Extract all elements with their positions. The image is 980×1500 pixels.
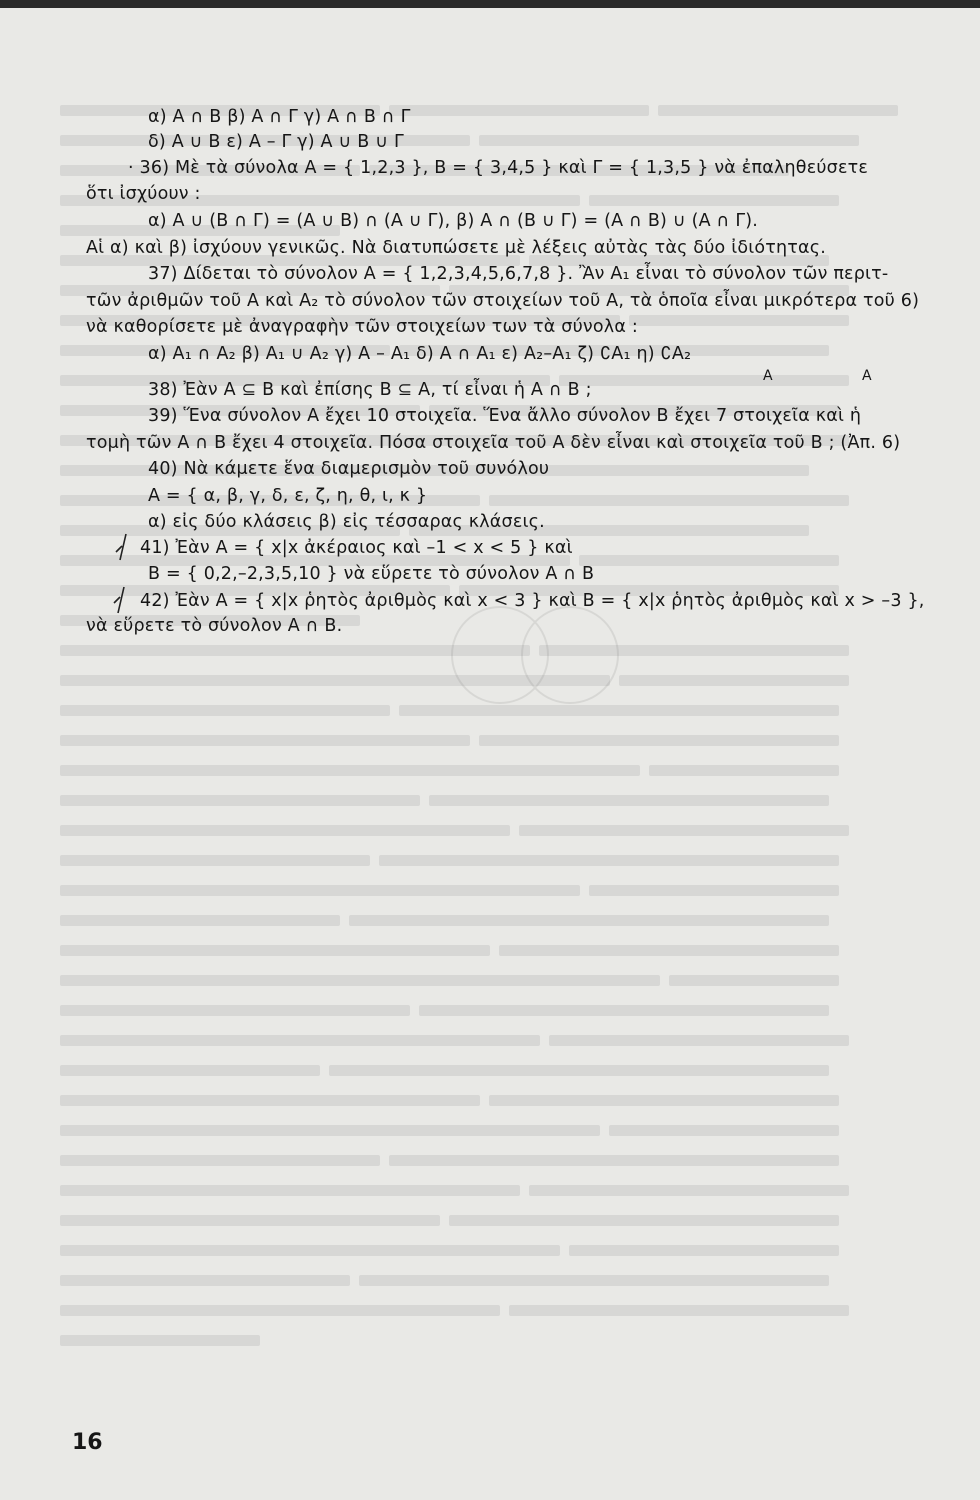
exercise-41-line-2: Β = { 0,2,–2,3,5,10 } νὰ εὕρετε τὸ σύνολον Α ∩ Β [148, 564, 595, 584]
handwritten-tick-mark-2 [110, 585, 134, 621]
exercise-37-line-2: τῶν ἀριθμῶν τοῦ Α καὶ Α₂ τὸ σύνολον τῶν στοιχείων τοῦ Α, τὰ ὁποῖα εἶναι μικρότερα τοῦ 6) [86, 291, 920, 311]
exercise-36-identities: α) Α ∪ (Β ∩ Γ) = (Α ∪ Β) ∩ (Α ∪ Γ), β) Α ∩ (Β ∪ Γ) = (Α ∩ Β) ∪ (Α ∩ Γ). [148, 211, 759, 231]
exercise-42-line-1: 42) Ἐὰν Α = { x|x ῥητὸς ἀριθμὸς καὶ x < 3 } καὶ Β = { x|x ῥητὸς ἀριθμὸς καὶ x > –3 }, [140, 591, 925, 611]
exercise-39-line-1: 39) Ἕνα σύνολον Α ἔχει 10 στοιχεῖα. Ἕνα ἄλλο σύνολον Β ἔχει 7 στοιχεῖα καὶ ἡ [148, 406, 862, 426]
exercise-36-line-1: · 36) Μὲ τὰ σύνολα Α = { 1,2,3 }, Β = { 3,4,5 } καὶ Γ = { 1,3,5 } νὰ ἐπαληθεύσετε [128, 158, 869, 178]
handwritten-tick-mark [112, 530, 136, 566]
complement-subscript-2: Α [862, 368, 872, 384]
exercise-38: 38) Ἐὰν Α ⊆ Β καὶ ἐπίσης Β ⊆ Α, τί εἶναι ἡ Α ∩ Β ; [148, 380, 592, 400]
exercise-40-line-1: 40) Νὰ κάμετε ἕνα διαμερισμὸν τοῦ συνόλου [148, 459, 550, 479]
exercise-40-parts: α) εἰς δύο κλάσεις β) εἰς τέσσαρας κλάσεις. [148, 512, 545, 532]
exercise-41-line-1: 41) Ἐὰν Α = { x|x ἀκέραιος καὶ –1 < x < 5 } καὶ [140, 538, 573, 558]
page-top-edge [0, 0, 980, 8]
complement-subscript-1: Α [763, 368, 773, 384]
exercise-36-line-3: Αἱ α) καὶ β) ἰσχύουν γενικῶς. Νὰ διατυπώσετε μὲ λέξεις αὐτὰς τὰς δύο ἰδιότητας. [86, 238, 826, 258]
exercise-37-parts: α) Α₁ ∩ Α₂ β) Α₁ ∪ Α₂ γ) Α – Α₁ δ) Α ∩ Α₁ ε) Α₂–Α₁ ζ) ∁Α₁ η) ∁Α₂ [148, 344, 692, 364]
exercise-36-line-2: ὅτι ἰσχύουν : [86, 184, 201, 204]
exercise-35-line-2: δ) Α ∪ Β ε) Α – Γ γ) Α ∪ Β ∪ Γ [148, 132, 404, 152]
page-number: 16 [72, 1430, 103, 1455]
exercise-42-line-2: νὰ εὕρετε τὸ σύνολον Α ∩ Β. [86, 616, 343, 636]
exercise-35-line-1: α) Α ∩ Β β) Α ∩ Γ γ) Α ∩ Β ∩ Γ [148, 107, 411, 127]
exercise-39-line-2: τομὴ τῶν Α ∩ Β ἔχει 4 στοιχεῖα. Πόσα στοιχεῖα τοῦ Α δὲν εἶναι καὶ στοιχεῖα τοῦ Β ; (Ἀπ. 6) [86, 433, 901, 453]
exercise-40-set: Α = { α, β, γ, δ, ε, ζ, η, θ, ι, κ } [148, 486, 428, 506]
exercise-37-line-1: 37) Δίδεται τὸ σύνολον Α = { 1,2,3,4,5,6,7,8 }. Ἂν Α₁ εἶναι τὸ σύνολον τῶν περιτ- [148, 264, 889, 284]
exercise-37-line-3: νὰ καθορίσετε μὲ ἀναγραφὴν τῶν στοιχείων των τὰ σύνολα : [86, 317, 638, 337]
bleed-through-diagram [430, 600, 650, 710]
